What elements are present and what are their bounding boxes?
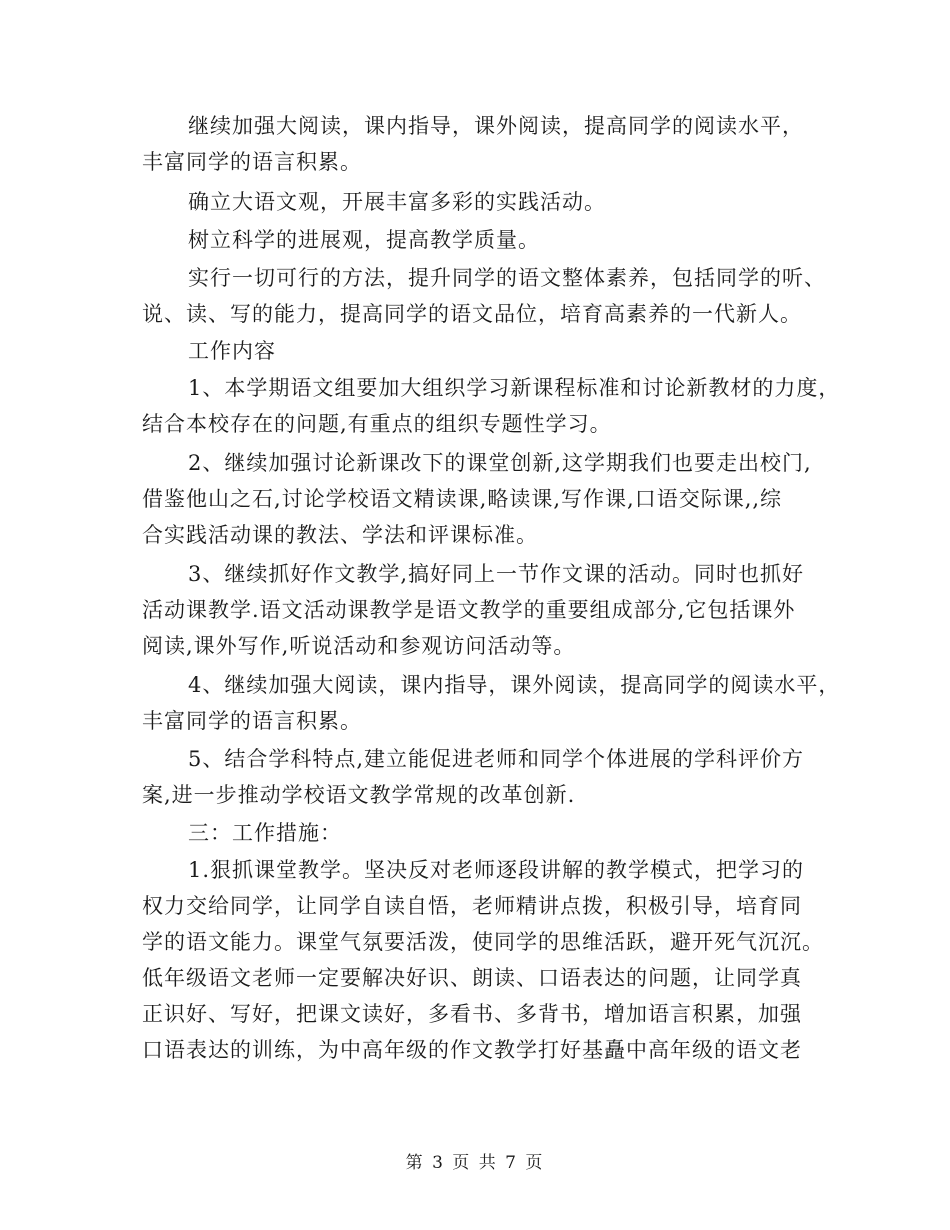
paragraph-line: 口语表达的训练，为中高年级的作文教学打好基矗中高年级的语文老 bbox=[142, 1038, 802, 1062]
paragraph-line: 2、继续加强讨论新课改下的课堂创新,这学期我们也要走出校门, bbox=[188, 451, 812, 475]
paragraph-line: 继续加强大阅读，课内指导，课外阅读，提高同学的阅读水平， bbox=[188, 114, 804, 138]
section-heading: 三：工作措施： bbox=[188, 821, 342, 845]
paragraph-line: 学的语文能力。课堂气氛要活泼，使同学的思维活跃，避开死气沉沉。 bbox=[142, 930, 824, 954]
paragraph-line: 借鉴他山之石,讨论学校语文精读课,略读课,写作课,口语交际课,,综 bbox=[142, 487, 783, 511]
paragraph-line: 结合本校存在的问题,有重点的组织专题性学习。 bbox=[142, 412, 612, 436]
paragraph-line: 活动课教学.语文活动课教学是语文教学的重要组成部分,它包括课外 bbox=[142, 598, 796, 622]
paragraph-line: 1.狠抓课堂教学。坚决反对老师逐段讲解的教学模式，把学习的 bbox=[188, 858, 805, 882]
paragraph-line: 树立科学的进展观，提高教学质量。 bbox=[188, 228, 540, 252]
paragraph-line: 阅读,课外写作,听说活动和参观访问活动等。 bbox=[142, 634, 576, 658]
paragraph-line: 4、继续加强大阅读，课内指导，课外阅读，提高同学的阅读水平， bbox=[188, 673, 841, 697]
section-heading: 工作内容 bbox=[188, 339, 276, 363]
paragraph-line: 低年级语文老师一定要解决好识、朗读、口语表达的问题，让同学真 bbox=[142, 966, 802, 990]
paragraph-line: 合实践活动课的教法、学法和评课标准。 bbox=[142, 523, 538, 547]
paragraph-line: 说、读、写的能力，提高同学的语文品位，培育高素养的一代新人。 bbox=[142, 302, 802, 326]
paragraph-line: 权力交给同学，让同学自读自悟，老师精讲点拨，积极引导，培育同 bbox=[142, 894, 802, 918]
paragraph-line: 丰富同学的语言积累。 bbox=[142, 150, 362, 174]
paragraph-line: 正识好、写好，把课文读好，多看书、多背书，增加语言积累，加强 bbox=[142, 1002, 802, 1026]
paragraph-line: 案,进一步推动学校语文教学常规的改革创新. bbox=[142, 783, 576, 807]
paragraph-line: 3、继续抓好作文教学,搞好同上一节作文课的活动。同时也抓好 bbox=[188, 562, 805, 586]
paragraph-line: 丰富同学的语言积累。 bbox=[142, 709, 362, 733]
paragraph-line: 5、结合学科特点,建立能促进老师和同学个体进展的学科评价方 bbox=[188, 747, 805, 771]
paragraph-line: 确立大语文观，开展丰富多彩的实践活动。 bbox=[188, 190, 606, 214]
paragraph-line: 1、本学期语文组要加大组织学习新课程标准和讨论新教材的力度， bbox=[188, 376, 841, 400]
paragraph-line: 实行一切可行的方法，提升同学的语文整体素养，包括同学的听、 bbox=[188, 266, 826, 290]
page-number: 第 3 页 共 7 页 bbox=[405, 1153, 545, 1173]
